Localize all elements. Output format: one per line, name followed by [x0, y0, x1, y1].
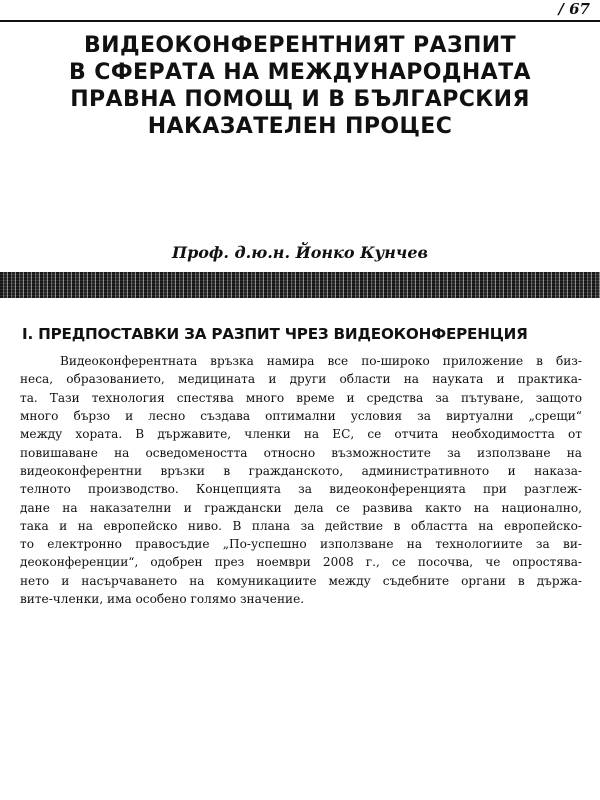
body-line: телното производство. Концепцията за видеоконференцията при разглеж- [20, 482, 582, 497]
author-name: Проф. д.ю.н. Йонко Кунчев [171, 243, 429, 262]
body-line: Видеоконферентната връзка намира все по-широко приложение в биз- [60, 354, 582, 368]
section-heading: I. ПРЕДПОСТАВКИ ЗА РАЗПИТ ЧРЕЗ ВИДЕОКОНФЕРЕНЦИЯ [22, 325, 528, 343]
body-line: така и на европейско ниво. В плана за действие в областта на европейско- [20, 518, 582, 533]
body-line: та. Тази технология спестява много време и средства за пътуване, защото [20, 390, 582, 405]
title-line: ПРАВНА ПОМОЩ И В БЪЛГАРСКИЯ [70, 87, 530, 112]
header-rule [0, 20, 600, 22]
title-line: ВИДЕОКОНФЕРЕНТНИЯТ РАЗПИТ [83, 33, 517, 58]
article-title [30, 32, 570, 140]
body-line: нето и насърчаването на комуникациите между съдебните органи в държа- [20, 573, 582, 588]
page-number: / 67 [558, 0, 590, 18]
title-line: В СФЕРАТА НА МЕЖДУНАРОДНАТА [69, 60, 531, 85]
body-line: деоконференции“, одобрен през ноември 2008 г., се посочва, че опростява- [20, 555, 582, 570]
body-line: между хората. В държавите, членки на ЕС, се отчита необходимостта от [20, 427, 582, 442]
decorative-band [0, 272, 600, 298]
body-line: видеоконферентни връзки в гражданското, административното и наказа- [20, 463, 582, 478]
body-line: вите-членки, има особено голямо значение. [20, 592, 305, 607]
body-line: повишаване на осведомеността относно възможностите за използване на [20, 445, 582, 460]
body-text [20, 352, 582, 608]
body-line: много бързо и лесно създава оптимални условия за виртуални „срещи“ [20, 408, 582, 423]
body-line: дане на наказателни и граждански дела се развива както на национално, [20, 500, 582, 515]
body-line: неса, образованието, медицината и други области на науката и практика- [20, 372, 582, 387]
body-line: то електронно правосъдие „По-успешно използване на технологиите за ви- [20, 537, 582, 552]
title-line: НАКАЗАТЕЛЕН ПРОЦЕС [147, 114, 453, 139]
